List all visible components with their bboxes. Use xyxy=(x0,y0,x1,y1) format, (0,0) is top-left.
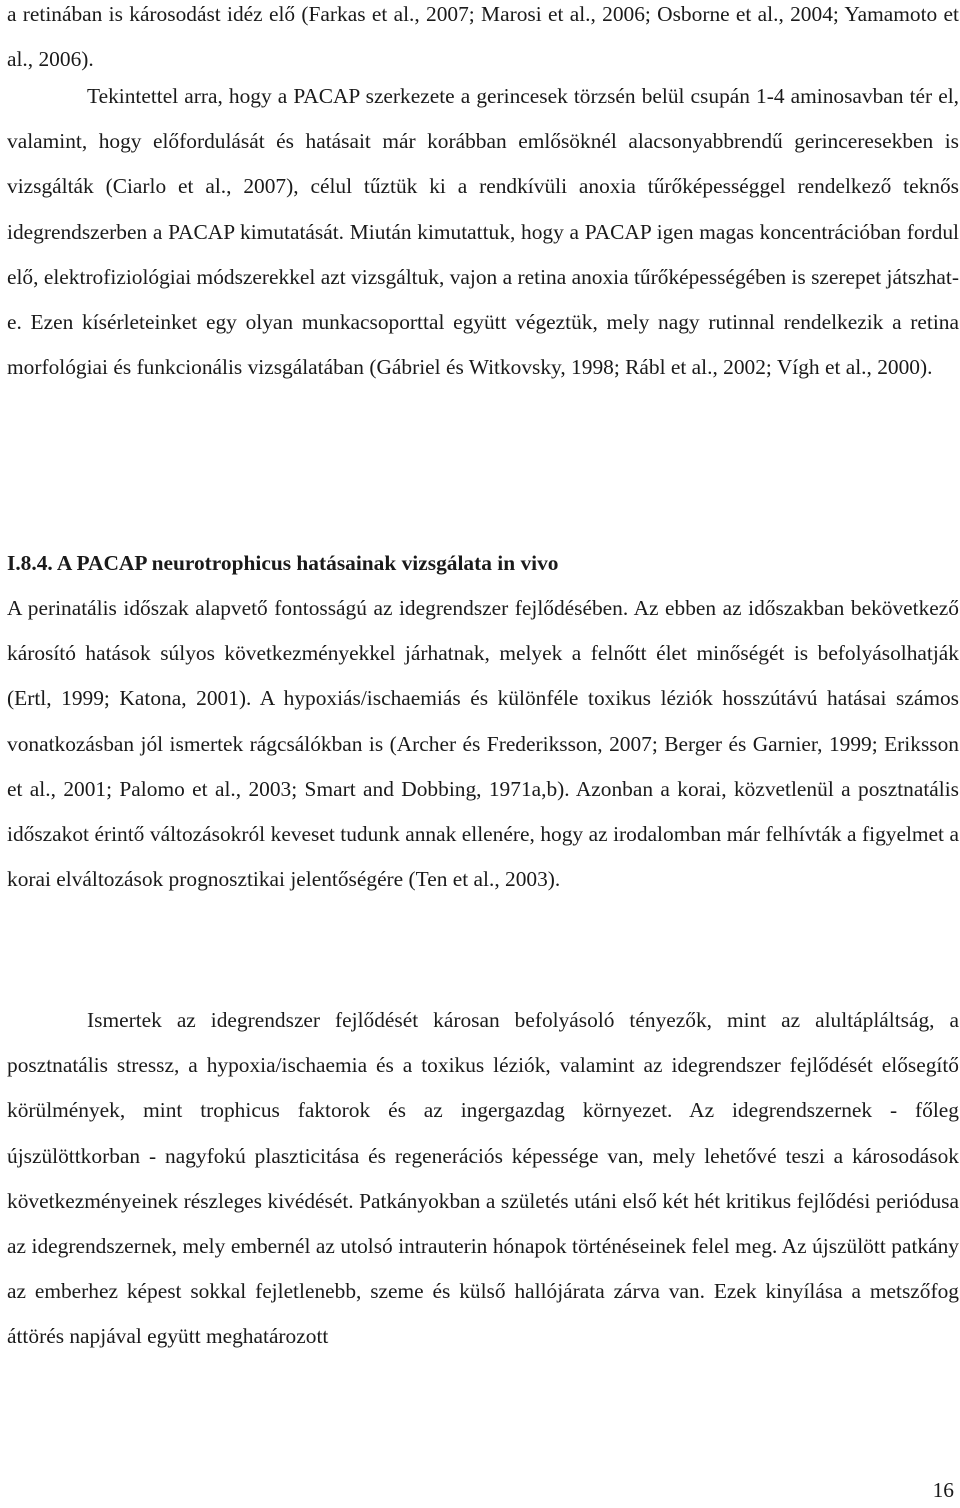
page-number: 16 xyxy=(932,1478,954,1502)
paragraph-continuation: a retinában is károsodást idéz elő (Farkas et al., 2007; Marosi et al., 2006; Osborne et al., 2004; Yamamoto et al., 2006). xyxy=(7,2,959,72)
section-heading: I.8.4. A PACAP neurotrophicus hatásainak vizsgálata in vivo xyxy=(7,551,559,575)
paragraph-pacap-turtle: Tekintettel arra, hogy a PACAP szerkezete a gerincesek törzsén belül csupán 1-4 aminosavban tér el, valamint, hogy előfordulását és hatásait már korábban emlősöknél alacsonyabbrendű gerinceresekben is vizsgálták (Ciarlo et al., 2007), célul tűztük ki a rendkívüli anoxia tűrőképességgel rendelkező teknős idegrendszerben a PACAP kimutatását. Miután kimutattuk, hogy a PACAP igen magas koncentrációban fordul elő, elektrofiziológiai módszerekkel azt vizsgáltuk, vajon a retina anoxia tűrőképességében is szerepet játszhat-e. Ezen kísérleteinket egy olyan munkacsoporttal együtt végeztük, mely nagy rutinnal rendelkezik a retina morfológiai és funkcionális vizsgálatában (Gábriel és Witkovsky, 1998; Rábl et al., 2002; Vígh et al., 2000). xyxy=(7,84,959,380)
paragraph-development-factors: Ismertek az idegrendszer fejlődését károsan befolyásoló tényezők, mint az alultápláltság, a posztnatális stressz, a hypoxia/ischaemia és a toxikus léziók, valamint az idegrendszer fejlődését elősegítő körülmények, mint trophicus faktorok és az ingergazdag környezet. Az idegrendszernek - főleg újszülöttkorban - nagyfokú plaszticitása és regenerációs képessége van, mely lehetővé teszi a károsodások következményeinek részleges kivédését. Patkányokban a születés utáni első két hét kritikus fejlődési periódusa az idegrendszernek, mely embernél az utolsó intrauterin hónapok történéseinek felel meg. Az újszülött patkány az emberhez képest sokkal fejletlenebb, szeme és külső hallójárata zárva van. Ezek kinyílása a metszőfog áttörés napjával együtt meghatározott xyxy=(7,1008,959,1349)
paragraph-perinatal: A perinatális időszak alapvető fontosságú az idegrendszer fejlődésében. Az ebben az időszakban bekövetkező károsító hatások súlyos következményekkel járhatnak, melyek a felnőtt élet minőségét is befolyásolhatják (Ertl, 1999; Katona, 2001). A hypoxiás/ischaemiás és különféle toxikus léziók hosszútávú hatásai számos vonatkozásban jól ismertek rágcsálókban is (Archer és Frederiksson, 2007; Berger és Garnier, 1999; Eriksson et al., 2001; Palomo et al., 2003; Smart and Dobbing, 1971a,b). Azonban a korai, közvetlenül a posztnatális időszakot érintő változásokról keveset tudunk annak ellenére, hogy az irodalomban már felhívták a figyelmet a korai elváltozások prognosztikai jelentőségére (Ten et al., 2003). xyxy=(7,596,959,892)
